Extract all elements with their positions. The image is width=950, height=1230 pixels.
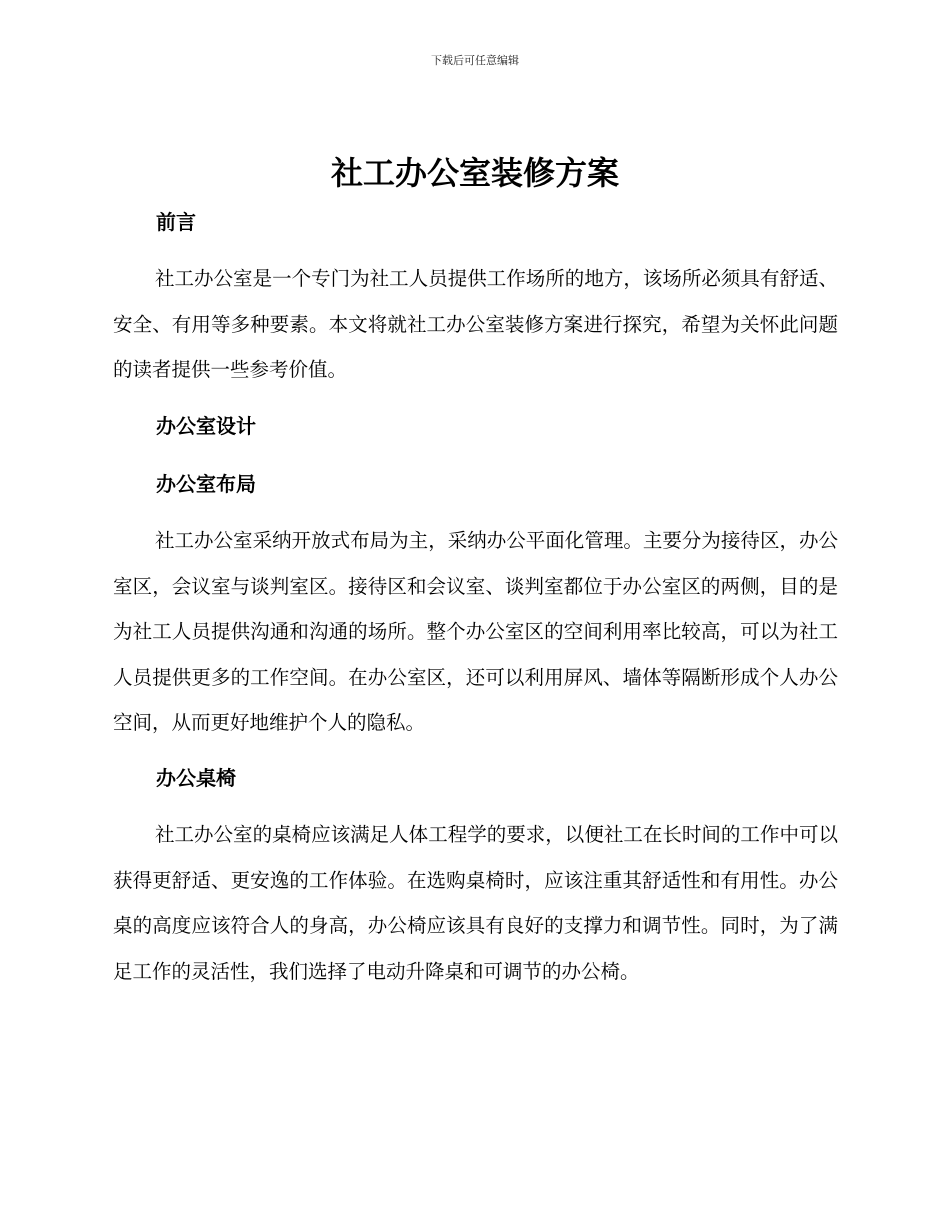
section-paragraph-preface: 社工办公室是一个专门为社工人员提供工作场所的地方，该场所必须具有舒适、安全、有用等多种要素。本文将就社工办公室装修方案进行探究，希望为关怀此问题的读者提供一些参考价值。 [113, 267, 838, 381]
document-title: 社工办公室装修方案 [330, 154, 619, 192]
section-heading-office-layout: 办公室布局 [156, 472, 256, 496]
section-heading-office-design: 办公室设计 [156, 414, 256, 438]
section-paragraph-office-layout: 社工办公室采纳开放式布局为主，采纳办公平面化管理。主要分为接待区，办公室区，会议室与谈判室区。接待区和会议室、谈判室都位于办公室区的两侧，目的是为社工人员提供沟通和沟通的场所。整个办公室区的空间利用率比较高，可以为社工人员提供更多的工作空间。在办公室区，还可以利用屏风、墙体等隔断形成个人办公空间，从而更好地维护个人的隐私。 [113, 529, 838, 734]
section-heading-preface: 前言 [156, 210, 196, 234]
page-header-note: 下载后可任意编辑 [431, 54, 519, 67]
section-paragraph-office-furniture: 社工办公室的桌椅应该满足人体工程学的要求，以便社工在长时间的工作中可以获得更舒适、更安逸的工作体验。在选购桌椅时，应该注重其舒适性和有用性。办公桌的高度应该符合人的身高，办公椅应该具有良好的支撑力和调节性。同时，为了满足工作的灵活性，我们选择了电动升降桌和可调节的办公椅。 [113, 823, 838, 983]
section-heading-office-furniture: 办公桌椅 [156, 766, 236, 790]
